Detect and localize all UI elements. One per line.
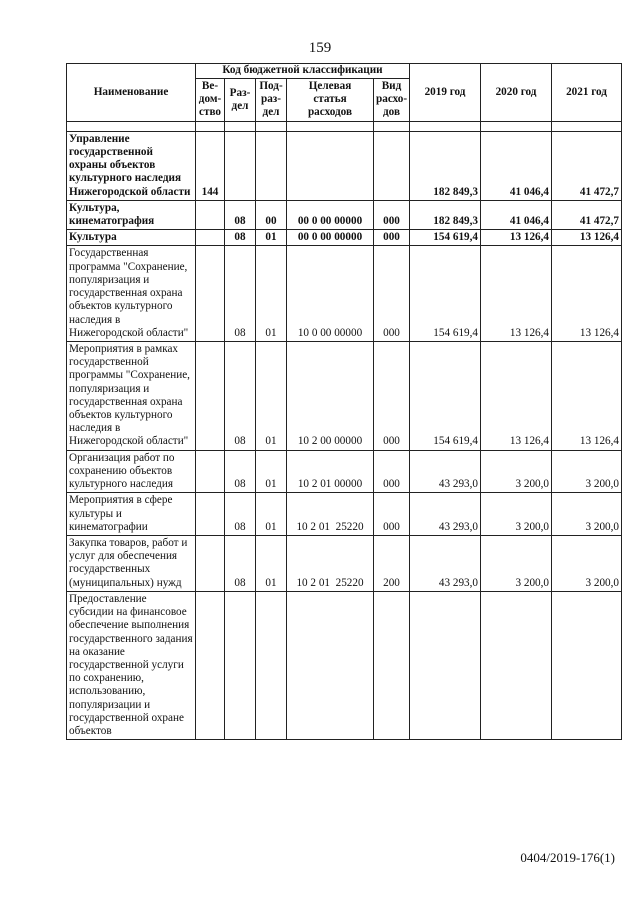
row-2020 — [481, 591, 552, 739]
row-vr: 000 — [374, 246, 410, 342]
row-ved: 144 — [196, 131, 225, 200]
row-name: Организация работ по сохранению объектов культурного наследия — [67, 450, 196, 493]
row-2021: 3 200,0 — [552, 450, 622, 493]
row-csr: 10 2 01 25220 — [287, 536, 374, 592]
row-ved — [196, 200, 225, 229]
row-2019: 43 293,0 — [410, 493, 481, 536]
document-code: 0404/2019-176(1) — [520, 850, 615, 865]
row-name: Культура, кинематография — [67, 200, 196, 229]
row-2020: 13 126,4 — [481, 230, 552, 246]
row-vr: 000 — [374, 200, 410, 229]
row-name: Культура — [67, 230, 196, 246]
row-vr: 000 — [374, 493, 410, 536]
row-razd: 08 — [225, 341, 256, 450]
row-2019: 43 293,0 — [410, 536, 481, 592]
row-2021: 13 126,4 — [552, 246, 622, 342]
row-csr: 00 0 00 00000 — [287, 230, 374, 246]
row-2020: 13 126,4 — [481, 246, 552, 342]
row-podrazd: 01 — [256, 450, 287, 493]
table-row — [67, 341, 622, 450]
row-razd: 08 — [225, 230, 256, 246]
header-razd: Раз- дел — [225, 79, 256, 122]
row-podrazd: 01 — [256, 246, 287, 342]
table-row — [67, 246, 622, 342]
row-2020: 3 200,0 — [481, 450, 552, 493]
row-ved — [196, 341, 225, 450]
row-vr — [374, 131, 410, 200]
row-csr — [287, 591, 374, 739]
page-number: 159 — [308, 40, 332, 56]
row-name: Мероприятия в сфере культуры и кинематографии — [67, 493, 196, 536]
row-csr: 00 0 00 00000 — [287, 200, 374, 229]
row-ved — [196, 230, 225, 246]
table-row — [67, 591, 622, 739]
row-2021 — [552, 591, 622, 739]
row-podrazd — [256, 591, 287, 739]
row-razd — [225, 131, 256, 200]
row-name: Предоставление субсидии на финансовое обеспечение выполнения государственного задания на оказание государственной услуги по сохранению, использованию, популяризации и государственной охране объектов — [67, 591, 196, 739]
row-razd: 08 — [225, 246, 256, 342]
row-ved — [196, 246, 225, 342]
budget-table — [66, 63, 622, 740]
table-row — [67, 493, 622, 536]
row-podrazd: 01 — [256, 230, 287, 246]
row-name: Мероприятия в рамках государственной программы "Сохранение, популяризация и государственная охрана объектов культурного наследия в Нижегородской области" — [67, 341, 196, 450]
row-razd: 08 — [225, 536, 256, 592]
header-2020: 2020 год — [481, 64, 552, 122]
row-csr — [287, 131, 374, 200]
row-2019: 154 619,4 — [410, 246, 481, 342]
row-name: Управление государственной охраны объектов культурного наследия Нижегородской области — [67, 131, 196, 200]
row-2020: 41 046,4 — [481, 131, 552, 200]
header-ved: Ве- дом- ство — [196, 79, 225, 122]
header-2021: 2021 год — [552, 64, 622, 122]
row-2021: 3 200,0 — [552, 536, 622, 592]
table-row — [67, 200, 622, 229]
row-2021: 3 200,0 — [552, 493, 622, 536]
row-razd: 08 — [225, 450, 256, 493]
row-2021: 13 126,4 — [552, 341, 622, 450]
header-budget-code: Код бюджетной классификации — [196, 64, 410, 79]
header-podrazd: Под- раз- дел — [256, 79, 287, 122]
row-podrazd: 01 — [256, 536, 287, 592]
row-ved — [196, 591, 225, 739]
header-2019: 2019 год — [410, 64, 481, 122]
table-row — [67, 230, 622, 246]
row-ved — [196, 450, 225, 493]
header-csr: Целевая статья расходов — [287, 79, 374, 122]
row-2019: 154 619,4 — [410, 230, 481, 246]
row-2020: 13 126,4 — [481, 341, 552, 450]
row-vr: 000 — [374, 341, 410, 450]
row-2019: 182 849,3 — [410, 200, 481, 229]
row-2020: 41 046,4 — [481, 200, 552, 229]
row-razd — [225, 591, 256, 739]
row-csr: 10 0 00 00000 — [287, 246, 374, 342]
row-2019 — [410, 591, 481, 739]
row-podrazd: 01 — [256, 341, 287, 450]
row-podrazd: 01 — [256, 493, 287, 536]
row-csr: 10 2 01 25220 — [287, 493, 374, 536]
row-podrazd — [256, 131, 287, 200]
row-vr — [374, 591, 410, 739]
row-2021: 41 472,7 — [552, 200, 622, 229]
table-row — [67, 536, 622, 592]
row-podrazd: 00 — [256, 200, 287, 229]
row-2020: 3 200,0 — [481, 493, 552, 536]
header-name: Наименование — [67, 64, 196, 122]
row-razd: 08 — [225, 200, 256, 229]
row-name: Государственная программа "Сохранение, популяризация и государственная охрана объектов культурного наследия в Нижегородской области" — [67, 246, 196, 342]
row-vr: 000 — [374, 450, 410, 493]
row-2021: 41 472,7 — [552, 131, 622, 200]
row-vr: 000 — [374, 230, 410, 246]
row-2021: 13 126,4 — [552, 230, 622, 246]
row-2019: 182 849,3 — [410, 131, 481, 200]
row-name: Закупка товаров, работ и услуг для обеспечения государственных (муниципальных) нужд — [67, 536, 196, 592]
row-ved — [196, 493, 225, 536]
row-2019: 43 293,0 — [410, 450, 481, 493]
row-ved — [196, 536, 225, 592]
row-csr: 10 2 01 00000 — [287, 450, 374, 493]
row-razd: 08 — [225, 493, 256, 536]
header-vr: Вид расхо- дов — [374, 79, 410, 122]
row-2019: 154 619,4 — [410, 341, 481, 450]
row-vr: 200 — [374, 536, 410, 592]
table-row — [67, 450, 622, 493]
spacer-row — [67, 121, 622, 131]
row-2020: 3 200,0 — [481, 536, 552, 592]
row-csr: 10 2 00 00000 — [287, 341, 374, 450]
table-row — [67, 131, 622, 200]
